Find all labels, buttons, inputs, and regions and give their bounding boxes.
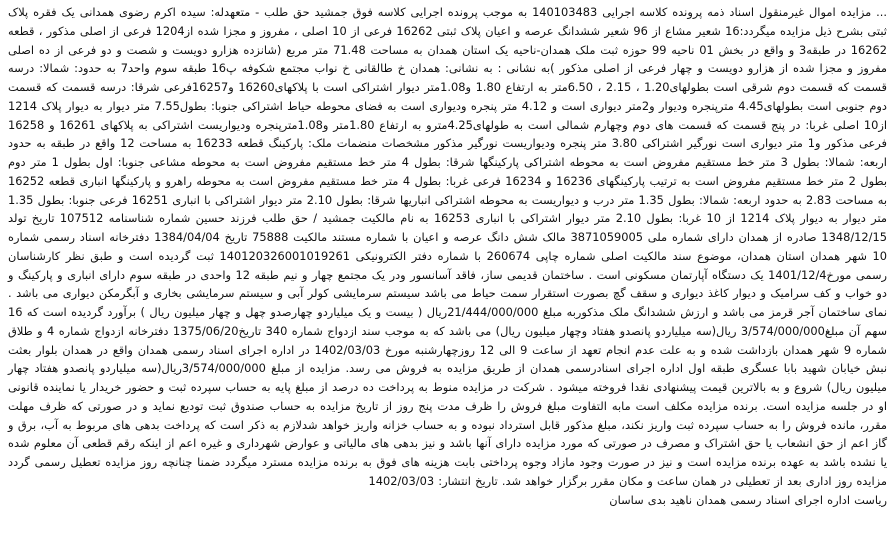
notice-body: ... مزایده اموال غیرمنقول اسناد ذمه پرونده کلاسه اجرایی 140103483 به موجب پرونده اجرایی کلاسه فوق جمشید حق طلب - متعهدله: سیده اکرم رضوی همدانی یک فقره پلاک ثبتی بشرح ذیل مزایده میگردد:16 شعیر مشاع از 96 شعیر ششدانگ عرصه و اعیان پلاک ثبتی 16262 فرعی از 10 اصلی ، مفروز و مجزا شده از1204 فرعی از اصلی مذکور ، قطعه 16262 در طبقه3 و واقع در بخش 01 ناحیه 99 حوزه ثبت ملک همدان-ناحیه یک استان همدان به مساحت 71.48 متر مربع (شانزده هزارو دویست و شصت و دو فرعی از ده اصلی مفروز و مجزا شده از هزارو دویست و چهار فرعی از اصلی مذکور )به نشانی : به نشانی: همدان خ طالقانی خ نواب مجتمع شکوفه پ16 طبقه سوم واحد7 به حدود: شمالا: درسه قسمت که قسمت دوم شرقی است بطولهای1.20 ، 2.15 ، 6.50متر به ارتفاع 1.80 و1.08متر دیوار اشتراکی است با پلاکهای16260 و16257فرعی شرقا: درسه قسمت که قسمت دوم جنوبی است بطولهای4.45 مترپنجره ودیوار و2متر دیواری است و 4.12 متر پنجره ودیواری است به فضای محوطه حیاط اشتراکی جنوبا: بطول7.55 متر دیوار به دیوار پلاک 1214 از10 اصلی غربا: در پنج قسمت که قسمت های دوم وچهارم شمالی است به طولهای4.25مترو به ارتفاع 1.80متر و1.08مترپنجره ودیواریست اشتراکی به پلاکهای 16261 و 16258 فرعی مذکور و1 متر دیواری است نورگیر اشتراکی 3.80 متر پنجره ودیواریست نورگیر مذکور مشخصات منضمات ملک: پارکینگ قطعه 16233 به مساحت 12 واقع در طبقه به حدود اربعه: شمالا: بطول 3 متر خط مستقیم مفروض است به محوطه اشتراکی پارکینگها شرقا: بطول 4 متر خط مستقیم مفروض است به محوطه مشاعی جنوبا: اول بطول 1 متر دوم بطول 2 متر خط مستقیم مفروض است به ترتیب پارکینگهای 16236 و 16234 فرعی غربا: بطول 4 متر خط مستقیم مفروض است به محوطه راهرو و پارکینگها انباری قطعه 16252 به مساحت 2.83 به حدود اربعه: شمالا: بطول 1.35 متر درب و دیواریست به محوطه اشتراکی انباریها شرقا: بطول 2.10 متر دیوار اشتراکی با انباری 16251 فرعی جنوبا: بطول 1.35 متر دیوار به دیوار پلاک 1214 از 10 غربا: بطول 2.10 متر دیوار اشتراکی با انباری 16253 به نام مالکیت جمشید / حق طلب فرزند حسین شماره شناسنامه 107512 تاریخ تولد 1348/12/15 صادره از همدان دارای شماره ملی 3871059005 مالک شش دانگ عرصه و اعیان با شماره مستند مالکیت 75888 تاریخ 1384/04/04 دفترخانه اسناد رسمی شماره 10 شهر همدان استان همدان، موضوع سند مالکیت اصلی شماره چاپی 260674 با شماره دفتر الکترونیکی 140120326001019261 ثبت گردیده است و طبق نظر کارشناسان رسمی مورخ1401/12/4 یک دستگاه آپارتمان مسکونی است . ساختمان قدیمی ساز، فاقد آسانسور ودر یک مجتمع چهار و نیم طبقه 12 واحدی در طبقه سوم دارای انباری و پارکینگ و دو خواب و کف سرامیک و دیوار کاغذ دیواری و سقف گچ بصورت استقرار سمت حیاط می باشد سیستم سرمایشی کولر آبی و سیستم سرمایشی بخاری و آبگرمکن دیواری می باشد . نمای ساختمان آجر قرمز می باشد و ارزش ششدانگ ملک مذکوربه مبلغ 21/444/000/000ریال ( بیست و یک میلیاردو چهارصدو چهل و چهار میلیون ریال ) برآورد گردیده است که 16 سهم آن مبلغ3/574/000/000 ریال(سه میلیاردو پانصدو هفتاد وچهار میلیون ریال) می باشد که به موجب سند ازدواج شماره 340 تاریخ1375/06/20 دفترخانه ازدواج شماره 4 و طلاق شماره 9 شهر همدان بازداشت شده و به علت عدم انجام تعهد از ساعت 9 الی 12 روزچهارشنبه مورخ 1402/03/03 در اداره اجرای اسناد رسمی همدان واقع در همدان بلوار بعثت نبش خیابان شهید بابا عسگری طبقه اول اداره اجرای اسنادرسمی همدان از طریق مزایده به فروش می رسد. مزایده از مبلغ 3/574/000/000ریال(سه میلیاردو پانصدو هفتاد چهار میلیون ریال) شروع و به بالاترین قیمت پیشنهادی نقدا فروخته میشود . شرکت در مزایده منوط به پرداخت ده درصد از مبلغ پایه به حساب سپرده ثبت و حضور خریدار یا نماینده قانونی او در جلسه مزایده است. برنده مزایده مکلف است مابه التفاوت مبلغ فروش را ظرف مدت پنج روز از تاریخ مزایده به حساب صندوق ثبت تودیع نماید و در صورتی که ظرف مهلت مقرر، مانده فروش را به حساب سپرده ثبت واریز نکند، مبلغ مذکور قابل استرداد نبوده و به حساب خزانه واریز خواهد شدلازم به ذکر است که پرداخت بدهی های مربوط به آب، برق و گاز اعم از حق انشعاب یا حق اشتراک و مصرف در صورتی که مورد مزایده دارای آنها باشد و نیز بدهی های مالیاتی و عوارض شهرداری و غیره اعم از اینکه رقم قطعی آن معلوم شده یا نشده باشد به عهده برنده مزایده است و نیز در صورت وجود مازاد وجوه پرداختی بابت هزینه های فوق به برنده مزایده مسترد میگردد ضمنا چنانچه روز مزایده تعطیل رسمی گردد مزایده روز اداری بعد از تعطیلی در همان ساعت و مکان مقرر برگزار خواهد شد. تاریخ انتشار: 1402/03/03 xyxy=(8,5,888,488)
notice-signature: ریاست اداره اجرای اسناد رسمی همدان ناهید بدی ساسان xyxy=(609,492,887,507)
